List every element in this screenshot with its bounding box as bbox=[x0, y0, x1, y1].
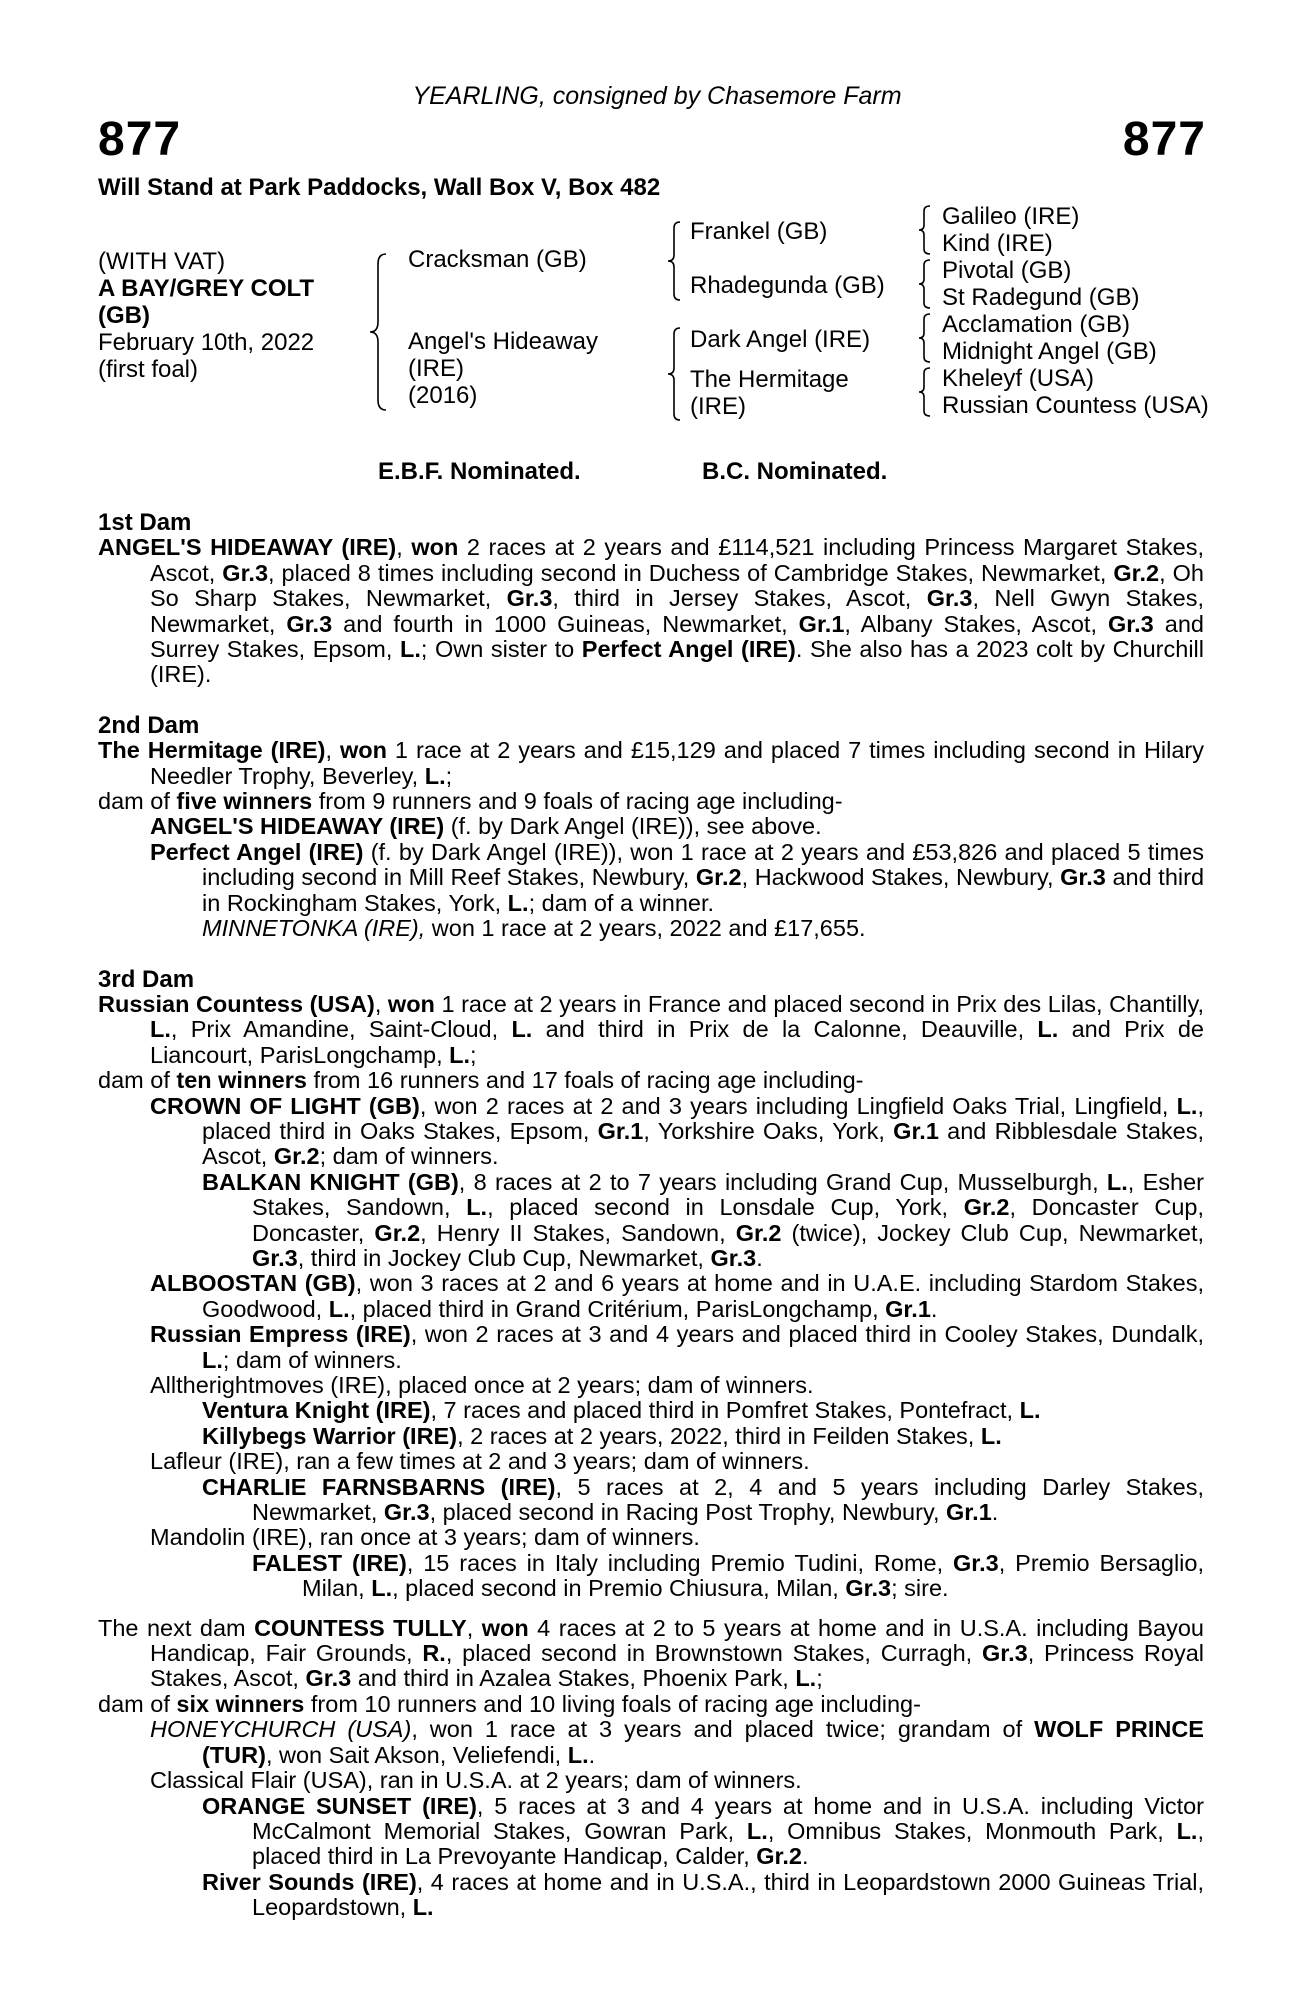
ebf-nomination: E.B.F. Nominated. bbox=[378, 458, 581, 485]
produce-item bbox=[98, 1551, 1204, 1602]
vat-note: (WITH VAT) bbox=[98, 248, 226, 275]
consignor-line: YEARLING, consigned by Chasemore Farm bbox=[412, 82, 902, 110]
text-run: ten winners bbox=[176, 1067, 307, 1094]
text-run: , 7 races and placed third in Pomfret Stakes, Pontefract, bbox=[430, 1397, 1020, 1424]
text-run: , placed second in Lonsdale Cup, York, bbox=[487, 1194, 964, 1221]
pedigree-brace-5 bbox=[918, 258, 932, 310]
text-run: MINNETONKA (IRE), bbox=[202, 915, 426, 942]
text-run: L. bbox=[507, 889, 529, 916]
text-run: L. bbox=[1037, 1016, 1059, 1043]
gen3-1: Galileo (IRE) bbox=[942, 203, 1080, 230]
second-dam-name: The Hermitage (IRE) bbox=[98, 737, 326, 764]
text-run: CROWN OF LIGHT (GB) bbox=[150, 1092, 420, 1119]
text-run: FALEST (IRE) bbox=[252, 1549, 407, 1576]
text-run: . She also has a 2023 colt by Churchill (IRE). bbox=[150, 636, 1204, 688]
text-run: Russian Empress (IRE) bbox=[150, 1321, 411, 1348]
text-run: and third in Prix de la Calonne, Deauville, bbox=[532, 1016, 1038, 1043]
text-run: Gr.3 bbox=[845, 1575, 892, 1602]
stand-location: Will Stand at Park Paddocks, Wall Box V, Box 482 bbox=[98, 174, 661, 201]
text-run: , won 2 races at 2 and 3 years including Lingfield Oaks Trial, Lingfield, bbox=[419, 1092, 1177, 1119]
produce-item bbox=[98, 814, 1204, 839]
text-run: ORANGE SUNSET (IRE) bbox=[202, 1792, 477, 1819]
text-run: L. bbox=[567, 1741, 589, 1768]
text-run: ; dam of winners. bbox=[319, 1143, 499, 1170]
sire-dam: Rhadegunda (GB) bbox=[690, 272, 885, 299]
horse-country: (GB) bbox=[98, 302, 150, 329]
text-run: , Esher Stakes, Sandown, bbox=[252, 1168, 1204, 1221]
text-run: , placed second in Racing Post Trophy, Newbury, bbox=[429, 1499, 947, 1526]
text-run: Gr.3 bbox=[710, 1244, 757, 1271]
text-run: L. bbox=[1176, 1092, 1198, 1119]
text-run: Gr.1 bbox=[798, 610, 845, 637]
text-run: ; bbox=[816, 1665, 823, 1692]
text-run: Gr.3 bbox=[981, 1640, 1028, 1667]
gen3-5: Acclamation (GB) bbox=[942, 311, 1131, 338]
text-run: L. bbox=[511, 1016, 533, 1043]
gen3-4: St Radegund (GB) bbox=[942, 284, 1140, 311]
text-run: Gr.2 bbox=[756, 1843, 802, 1870]
text-run: , won 3 races at 2 and 6 years at home and in U.A.E. including Stardom Stakes, Goodwood, bbox=[202, 1270, 1204, 1322]
text-run: six winners bbox=[176, 1690, 305, 1717]
text-run: L. bbox=[400, 636, 421, 663]
text-run: , placed third in La Prevoyante Handicap, Calder, bbox=[252, 1817, 1204, 1870]
produce-item bbox=[98, 1717, 1204, 1768]
produce-item: Mandolin (IRE), ran once at 3 years; dam of winners. bbox=[150, 1524, 700, 1551]
pedigree-brace-1 bbox=[368, 252, 390, 412]
dam-country: (IRE) bbox=[408, 355, 464, 382]
text-run: Gr.1 bbox=[946, 1499, 992, 1526]
text-run: L. bbox=[1106, 1168, 1128, 1195]
text-run: Gr.1 bbox=[885, 1295, 931, 1322]
text-run: ; bbox=[470, 1041, 477, 1068]
text-run: ; sire. bbox=[891, 1575, 949, 1602]
produce-item bbox=[98, 1322, 1204, 1373]
text-run: , Yorkshire Oaks, York, bbox=[643, 1117, 894, 1144]
gen3-8: Russian Countess (USA) bbox=[942, 392, 1209, 419]
text-run: , placed second in Brownstown Stakes, Curragh, bbox=[445, 1640, 982, 1667]
bc-nomination: B.C. Nominated. bbox=[702, 458, 888, 485]
produce-item: Classical Flair (USA), ran in U.S.A. at 2 years; dam of winners. bbox=[150, 1767, 802, 1794]
text-run: Russian Countess (USA) bbox=[98, 990, 375, 1017]
text-run: Gr.2 bbox=[1113, 559, 1160, 586]
text-run: and third in Rockingham Stakes, York, bbox=[202, 864, 1205, 916]
text-run: CHARLIE FARNSBARNS (IRE) bbox=[202, 1473, 556, 1500]
text-run: and Prix de Liancourt, ParisLongchamp, bbox=[150, 1016, 1204, 1068]
text-run: , 4 races at home and in U.S.A., third in Leopardstown 2000 Guineas Trial, Leopardstown, bbox=[252, 1868, 1204, 1921]
text-run: Gr.1 bbox=[597, 1117, 644, 1144]
lot-number-left: 877 bbox=[98, 113, 182, 166]
text-run: L. bbox=[150, 1016, 171, 1043]
pedigree-brace-3 bbox=[666, 326, 682, 422]
third-dam-heading: 3rd Dam bbox=[98, 965, 195, 993]
text-run: Ventura Knight (IRE) bbox=[202, 1397, 431, 1424]
text-run: L. bbox=[424, 762, 446, 789]
text-run: Killybegs Warrior (IRE) bbox=[202, 1422, 458, 1449]
text-run: , placed third in Oaks Stakes, Epsom, bbox=[202, 1092, 1204, 1144]
gen3-7: Kheleyf (USA) bbox=[942, 365, 1095, 392]
gen3-6: Midnight Angel (GB) bbox=[942, 338, 1157, 365]
horse-description bbox=[98, 248, 314, 383]
text-run: Gr.3 bbox=[1060, 864, 1106, 891]
text-run: COUNTESS TULLY bbox=[254, 1614, 467, 1641]
text-run: won bbox=[339, 737, 387, 764]
produce-item: Alltherightmoves (IRE), placed once at 2 years; dam of winners. bbox=[150, 1372, 814, 1398]
text-run: , won 2 races at 3 and 4 years and placed third in Cooley Stakes, Dundalk, bbox=[410, 1321, 1204, 1348]
text-run: L. bbox=[980, 1422, 1002, 1449]
text-run: 1 race at 2 years in France and placed second in Prix des Lilas, Chantilly, bbox=[434, 990, 1205, 1017]
foal-note: (first foal) bbox=[98, 356, 199, 383]
text-run: dam of bbox=[98, 1690, 177, 1717]
second-dam-entry: The Hermitage (IRE), won 1 race at 2 years and £15,129 and placed 7 times including second in Hilary Needler Trophy, Beverley, L.; bbox=[98, 737, 1205, 789]
text-run: Gr.2 bbox=[963, 1194, 1010, 1221]
produce-item bbox=[98, 1794, 1204, 1870]
produce-item bbox=[98, 1475, 1204, 1526]
text-run: WOLF PRINCE (TUR) bbox=[202, 1716, 1204, 1768]
text-run: Gr.3 bbox=[252, 1244, 298, 1271]
text-run: won bbox=[481, 1614, 529, 1641]
dam bbox=[408, 328, 598, 409]
text-run: , Princess Royal Stakes, Ascot, bbox=[150, 1640, 1204, 1692]
text-run: won bbox=[387, 990, 435, 1017]
text-run: L. bbox=[328, 1295, 350, 1322]
text-run: , Nell Gwyn Stakes, Newmarket, bbox=[150, 585, 1204, 637]
text-run: ANGEL'S HIDEAWAY (IRE) bbox=[150, 813, 445, 840]
foaling-date: February 10th, 2022 bbox=[98, 329, 315, 356]
text-run: Gr.2 bbox=[695, 864, 742, 891]
text-run: ; dam of a winner. bbox=[528, 889, 715, 916]
text-run: , Henry II Stakes, Sandown, bbox=[420, 1219, 736, 1246]
text-run: , won Sait Akson, Veliefendi, bbox=[265, 1741, 568, 1768]
lot-number-right: 877 bbox=[1122, 113, 1206, 166]
dam-year: (2016) bbox=[408, 382, 478, 409]
text-run: Gr.3 bbox=[1108, 610, 1154, 637]
dam-name: Angel's Hideaway bbox=[408, 328, 599, 355]
text-run: , bbox=[466, 1614, 482, 1641]
text-run: five winners bbox=[176, 788, 313, 815]
dam-dam bbox=[690, 366, 849, 420]
text-run: , placed 8 times including second in Duchess of Cambridge Stakes, Newmarket, bbox=[268, 559, 1114, 586]
text-run: , Doncaster Cup, Doncaster, bbox=[252, 1194, 1204, 1246]
produce-item bbox=[98, 1398, 1204, 1423]
text-run: and fourth in 1000 Guineas, Newmarket, bbox=[332, 610, 799, 637]
dam-dam-country: (IRE) bbox=[690, 393, 746, 420]
text-run: L. bbox=[746, 1817, 768, 1844]
text-run: ; bbox=[445, 762, 453, 789]
text-run: The next dam bbox=[98, 1614, 255, 1641]
pedigree-brace-4 bbox=[918, 204, 932, 256]
text-run: . bbox=[756, 1244, 763, 1271]
text-run: , 2 races at 2 years, 2022, third in Feilden Stakes, bbox=[457, 1422, 981, 1449]
text-run: , Albany Stakes, Ascot, bbox=[844, 610, 1109, 637]
first-dam-name: ANGEL'S HIDEAWAY (IRE) bbox=[98, 534, 397, 561]
text-run: R. bbox=[422, 1640, 446, 1667]
produce-item bbox=[98, 840, 1204, 916]
text-run: and third in Azalea Stakes, Phoenix Park, bbox=[351, 1665, 796, 1692]
text-run: from 10 runners and 10 living foals of racing age including- bbox=[304, 1690, 921, 1717]
text-run: dam of bbox=[98, 1067, 177, 1094]
produce-item bbox=[98, 916, 1204, 941]
text-run: , won 1 race at 3 years and placed twice; grandam of bbox=[411, 1716, 1035, 1743]
text-run: L. bbox=[466, 1194, 488, 1221]
text-run: , 8 races at 2 to 7 years including Grand Cup, Musselburgh, bbox=[458, 1168, 1107, 1195]
gen3-2: Kind (IRE) bbox=[942, 230, 1053, 257]
text-run: 4 races at 2 to 5 years at home and in U.S.A. including Bayou Handicap, Fair Grounds, bbox=[150, 1614, 1204, 1667]
text-run: dam of bbox=[98, 788, 177, 815]
pedigree-brace-6 bbox=[918, 312, 932, 364]
text-run: , 5 races at 2, 4 and 5 years including Darley Stakes, Newmarket, bbox=[252, 1473, 1205, 1526]
text-run: and Surrey Stakes, Epsom, bbox=[150, 610, 1204, 663]
text-run: Gr.1 bbox=[893, 1117, 939, 1144]
gen3-3: Pivotal (GB) bbox=[942, 257, 1072, 284]
text-run: Perfect Angel (IRE) bbox=[150, 838, 364, 865]
text-run: L. bbox=[449, 1041, 471, 1068]
first-dam-heading: 1st Dam bbox=[98, 509, 192, 536]
text-run: , third in Jersey Stakes, Ascot, bbox=[552, 585, 927, 612]
text-run: . bbox=[991, 1499, 999, 1526]
text-run: L. bbox=[371, 1575, 393, 1602]
text-run: Gr.3 bbox=[286, 610, 333, 637]
sire: Cracksman (GB) bbox=[408, 246, 587, 273]
produce-item: Lafleur (IRE), ran a few times at 2 and 3 years; dam of winners. bbox=[150, 1448, 810, 1475]
produce-item bbox=[98, 1424, 1204, 1449]
second-dam-heading: 2nd Dam bbox=[98, 711, 200, 739]
text-run: Gr.2 bbox=[374, 1219, 421, 1246]
text-run: HONEYCHURCH (USA) bbox=[150, 1716, 412, 1743]
text-run: (f. by Dark Angel (IRE)), won 1 race at 2 years and £53,826 and placed 5 times including second in Mill Reef Stakes, Newbury, bbox=[202, 838, 1204, 891]
pedigree-brace-7 bbox=[918, 366, 932, 418]
text-run: Gr.3 bbox=[305, 1665, 352, 1692]
text-run: , 15 races in Italy including Premio Tudini, Rome, bbox=[406, 1549, 954, 1576]
text-run: 2 races at 2 years and £114,521 including Princess Margaret Stakes, Ascot, bbox=[150, 534, 1205, 586]
text-run: L. bbox=[202, 1346, 223, 1373]
text-run: L. bbox=[1019, 1397, 1041, 1424]
text-run: won 1 race at 2 years, 2022 and £17,655. bbox=[425, 915, 866, 942]
horse-sex-colour: A BAY/GREY COLT bbox=[98, 275, 315, 302]
text-run: , placed third in Grand Critérium, ParisLongchamp, bbox=[349, 1295, 886, 1322]
text-run: 1 race at 2 years and £15,129 and placed 7 times including second in Hilary Needler Trophy, Beverley, bbox=[150, 737, 1205, 789]
text-run: Gr.3 bbox=[953, 1549, 999, 1576]
next-dam-produce bbox=[98, 1692, 1204, 1717]
catalogue-body bbox=[98, 510, 1204, 1921]
text-run: Gr.3 bbox=[506, 585, 553, 612]
text-run: . bbox=[588, 1741, 596, 1768]
text-run: , Hackwood Stakes, Newbury, bbox=[741, 864, 1061, 891]
text-run: (f. by Dark Angel (IRE)), see above. bbox=[444, 813, 822, 840]
sire-sire: Frankel (GB) bbox=[690, 218, 828, 245]
text-run: ALBOOSTAN (GB) bbox=[150, 1270, 356, 1297]
text-run: , Prix Amandine, Saint-Cloud, bbox=[170, 1016, 512, 1043]
next-dam-entry bbox=[98, 1616, 1204, 1692]
pedigree-brace-2 bbox=[666, 220, 682, 302]
dam-sire: Dark Angel (IRE) bbox=[690, 326, 871, 353]
produce-item bbox=[98, 1271, 1204, 1322]
sister-name: Perfect Angel (IRE) bbox=[581, 636, 796, 663]
text-run: Gr.3 bbox=[222, 559, 269, 586]
text-run: ; dam of winners. bbox=[222, 1346, 402, 1373]
text-run: from 16 runners and 17 foals of racing age including- bbox=[306, 1067, 864, 1094]
text-run: Gr.3 bbox=[926, 585, 973, 612]
text-run: , third in Jockey Club Cup, Newmarket, bbox=[297, 1244, 711, 1271]
text-run: and Ribblesdale Stakes, Ascot, bbox=[202, 1117, 1205, 1170]
second-dam-produce bbox=[98, 789, 1204, 814]
text-run: . bbox=[930, 1295, 938, 1322]
text-run: ; Own sister to bbox=[420, 636, 582, 663]
text-run: Gr.2 bbox=[735, 1219, 782, 1246]
text-run: L. bbox=[1176, 1817, 1198, 1844]
text-run: , Oh So Sharp Stakes, Newmarket, bbox=[150, 559, 1204, 612]
produce-item bbox=[98, 1870, 1204, 1921]
text-run: BALKAN KNIGHT (GB) bbox=[202, 1168, 459, 1195]
text-run: (twice), Jockey Club Cup, Newmarket, bbox=[781, 1219, 1205, 1246]
text-run: Gr.2 bbox=[273, 1143, 320, 1170]
text-run: , Premio Bersaglio, Milan, bbox=[302, 1549, 1204, 1602]
text-run: from 9 runners and 9 foals of racing age including- bbox=[312, 788, 843, 815]
first-dam-entry: ANGEL'S HIDEAWAY (IRE), won 2 races at 2 years and £114,521 including Princess Margaret Stakes, Ascot, Gr.3, placed 8 times including second in Duchess of Cambridge Stakes, Newmarket, Gr.2, Oh So Sharp Stakes, Newmarket, Gr.3, third in Jersey Stakes, Ascot, Gr.3, Nell Gwyn Stakes, Newmarket, Gr.3 and fourth in 1000 Guineas, Newmarket, Gr.1, Albany Stakes, Ascot, Gr.3 and Surrey Stakes, Epsom, L.; Own sister to Perfect Angel (IRE). She also has a 2023 colt by Churchill (IRE). bbox=[98, 534, 1205, 688]
third-dam-entry: Russian Countess (USA), won 1 race at 2 years in France and placed second in Prix des Lilas, Chantilly, L., Prix Amandine, Saint-Cloud, L. and third in Prix de la Calonne, Deauville, L. and Prix de Liancourt, ParisLongchamp, L.; bbox=[98, 990, 1205, 1068]
dam-dam-name: The Hermitage bbox=[690, 366, 849, 393]
produce-item bbox=[98, 1170, 1204, 1272]
third-dam-produce bbox=[98, 1068, 1204, 1093]
text-run: , Omnibus Stakes, Monmouth Park, bbox=[767, 1817, 1177, 1844]
won-label: won bbox=[411, 534, 459, 561]
text-run: Gr.3 bbox=[383, 1499, 430, 1526]
text-run: , placed second in Premio Chiusura, Milan, bbox=[392, 1575, 846, 1602]
produce-item bbox=[98, 1094, 1204, 1170]
text-run: River Sounds (IRE) bbox=[202, 1868, 417, 1895]
text-run: , 5 races at 3 and 4 years at home and in U.S.A. including Victor McCalmont Memorial Stakes, Gowran Park, bbox=[252, 1792, 1204, 1844]
text-run: . bbox=[802, 1843, 809, 1870]
pedigree-gen3 bbox=[942, 203, 1209, 419]
text-run: L. bbox=[412, 1894, 434, 1921]
text-run: L. bbox=[795, 1665, 817, 1692]
